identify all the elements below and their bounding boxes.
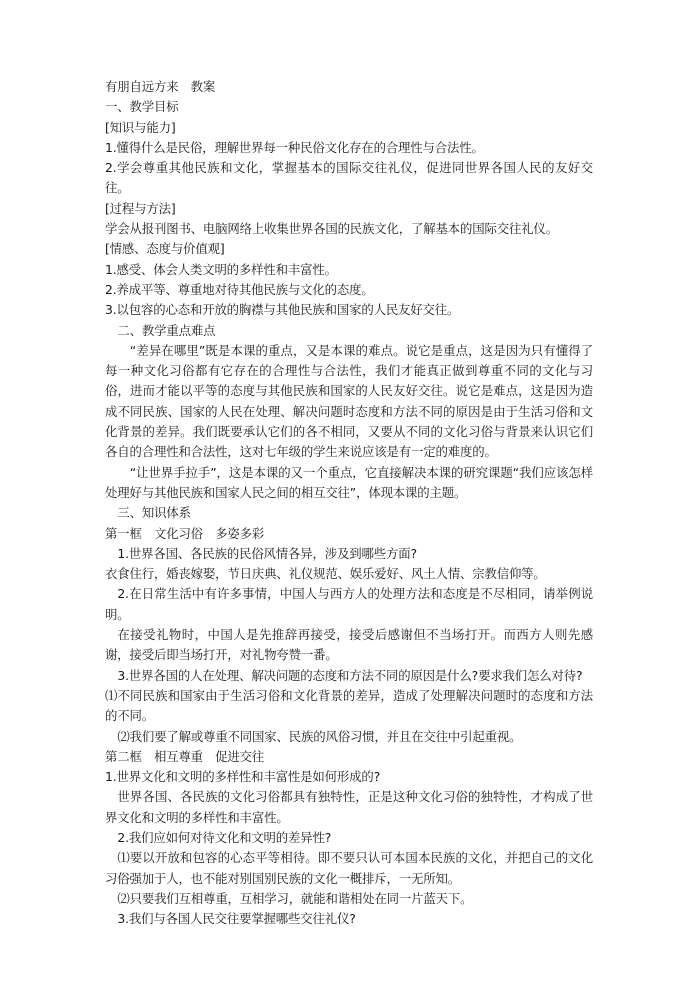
paragraph: 2.学会尊重其他民族和文化，掌握基本的国际交往礼仪，促进同世界各国人民的友好交往。 xyxy=(105,160,593,196)
paragraph: 三、知识体系 xyxy=(117,505,191,521)
paragraph: 1.世界文化和文明的多样性和丰富性是如何形成的? xyxy=(105,769,381,785)
paragraph: 1.感受、体会人类文明的多样性和丰富性。 xyxy=(105,261,337,277)
paragraph: ⑵我们要了解或尊重不同国家、民族的风俗习惯，并且在交往中引起重视。 xyxy=(117,728,522,744)
paragraph: 1.懂得什么是民俗，理解世界每一种民俗文化存在的合理性与合法性。 xyxy=(105,139,484,155)
paragraph: 在接受礼物时，中国人是先推辞再接受，接受后感谢但不当场打开。而西方人则先感谢，接受后即当场打开，对礼物夸赞一番。 xyxy=(105,627,593,663)
paragraph: 2.养成平等、尊重地对待其他民族与文化的态度。 xyxy=(105,281,374,297)
paragraph: 二、教学重点难点 xyxy=(117,322,216,338)
paragraph: ⑵只要我们互相尊重，互相学习，就能和谐相处在同一片蓝天下。 xyxy=(117,890,473,906)
paragraph: 第二框 相互尊重 促进交往 xyxy=(105,748,265,764)
paragraph: 一、教学目标 xyxy=(105,99,179,115)
paragraph: 衣食住行，婚丧嫁娶，节日庆典、礼仪规范、娱乐爱好、风土人情、宗教信仰等。 xyxy=(105,566,546,582)
paragraph: 第一框 文化习俗 多姿多彩 xyxy=(105,525,265,541)
paragraph: “让世界手拉手”，这是本课的又一个重点，它直接解决本课的研究课题“我们应该怎样处理好与其他民族和国家人民之间的相互交往”，体现本课的主题。 xyxy=(105,464,593,500)
document-title: 有朋自远方来 教案 xyxy=(105,79,216,94)
document-page xyxy=(105,77,593,929)
document-body xyxy=(105,97,593,929)
paragraph: ⑴要以开放和包容的心态平等相待。即不要只认可本国本民族的文化，并把自己的文化习俗强加于人，也不能对别国别民族的文化一概排斥，一无所知。 xyxy=(105,850,593,886)
paragraph: 2.在日常生活中有许多事情，中国人与西方人的处理方法和态度是不尽相同，请举例说明。 xyxy=(105,586,593,622)
paragraph: 1.世界各国、各民族的民俗风情各异，涉及到哪些方面? xyxy=(117,545,417,561)
paragraph: 世界各国、各民族的文化习俗都具有独特性，正是这种文化习俗的独特性，才构成了世界文化和文明的多样性和丰富性。 xyxy=(105,789,593,825)
paragraph: 学会从报刊图书、电脑网络上收集世界各国的民族文化，了解基本的国际交往礼仪。 xyxy=(105,221,558,237)
paragraph: 3.我们与各国人民交往要掌握哪些交往礼仪? xyxy=(117,911,356,927)
paragraph: [知识与能力] xyxy=(105,119,176,135)
paragraph: [过程与方法] xyxy=(105,200,176,216)
paragraph: ⑴不同民族和国家由于生活习俗和文化背景的差异，造成了处理解决问题时的态度和方法的不同。 xyxy=(105,687,593,724)
paragraph: 3.以包容的心态和开放的胸襟与其他民族和国家的人民友好交往。 xyxy=(105,302,460,318)
paragraph: “差异在哪里”既是本课的重点，又是本课的难点。说它是重点，这是因为只有懂得了每一种文化习俗都有它存在的合理性与合法性，我们才能真正做到尊重不同的文化与习俗，进而才能以平等的态度与其他民族和国家的人民友好交往。说它是难点，这是因为造成不同民族、国家的人民在处理、解决问题时态度和方法不同的原因是由于生活习俗和文化背景的差异。我们既要承认它们的各不相同，又要从不同的文化习俗与背景来认识它们各自的合理性和合法性，这对七年级的学生来说应该是有一定的难度的。 xyxy=(105,342,593,460)
paragraph: [情感、态度与价值观] xyxy=(105,241,225,257)
paragraph: 2.我们应如何对待文化和文明的差异性? xyxy=(117,829,332,845)
paragraph: 3.世界各国的人在处理、解决问题的态度和方法不同的原因是什么?要求我们怎么对待? xyxy=(117,667,583,683)
